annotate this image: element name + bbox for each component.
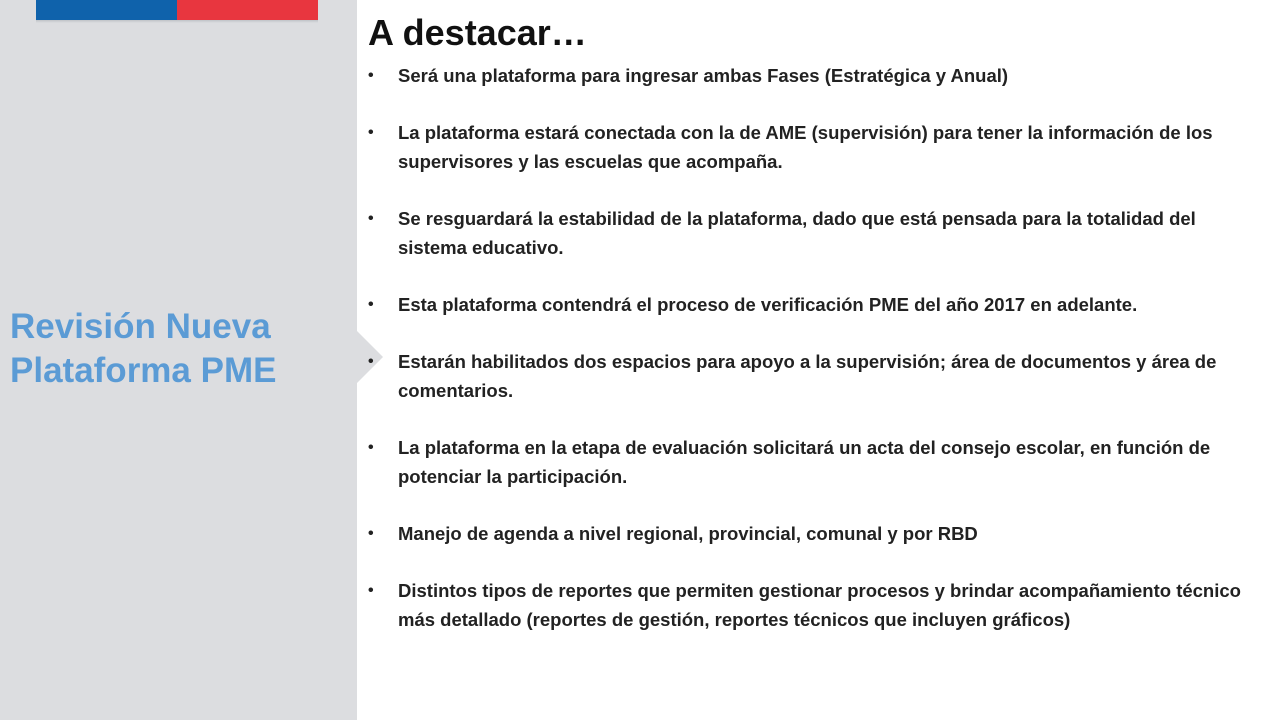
bullet-dot: • (368, 582, 374, 599)
section-title-line-2: Plataforma PME (10, 351, 277, 390)
bullet-dot: • (368, 210, 374, 227)
bullet-item-4 (368, 290, 1268, 319)
bullet-text: Manejo de agenda a nivel regional, provincial, comunal y por RBD (398, 523, 978, 544)
flag-stripe-blue (36, 0, 177, 20)
bullet-dot: • (368, 525, 374, 542)
flag-shadow (36, 20, 318, 23)
bullet-dot: • (368, 353, 374, 370)
bullet-list (368, 61, 1268, 634)
bullet-text: Distintos tipos de reportes que permiten gestionar procesos y brindar acompañamiento técnico más detallado (reportes de gestión, reportes técnicos que incluyen gráficos) (398, 580, 1241, 630)
bullet-item-3 (368, 204, 1268, 262)
section-title (10, 305, 350, 393)
page-title: A destacar… (368, 12, 587, 53)
flag-stripe-red (177, 0, 318, 20)
bullet-item-5 (368, 347, 1268, 405)
bullet-dot: • (368, 439, 374, 456)
sidebar-panel (0, 0, 357, 720)
bullet-text: Estarán habilitados dos espacios para apoyo a la supervisión; área de documentos y área de comentarios. (398, 351, 1217, 401)
section-title-line-1: Revisión Nueva (10, 307, 271, 346)
bullet-text: Esta plataforma contendrá el proceso de verificación PME del año 2017 en adelante. (398, 294, 1138, 315)
bullet-text: Será una plataforma para ingresar ambas Fases (Estratégica y Anual) (398, 65, 1009, 86)
bullet-item-1 (368, 61, 1268, 90)
bullet-text: Se resguardará la estabilidad de la plataforma, dado que está pensada para la totalidad del sistema educativo. (398, 208, 1196, 258)
bullet-dot: • (368, 67, 374, 84)
bullet-item-6 (368, 433, 1268, 491)
bullet-dot: • (368, 296, 374, 313)
bullet-text: La plataforma en la etapa de evaluación solicitará un acta del consejo escolar, en función de potenciar la participación. (398, 437, 1211, 487)
bullet-dot: • (368, 124, 374, 141)
bullet-item-2 (368, 118, 1268, 176)
bullet-text: La plataforma estará conectada con la de AME (supervisión) para tener la información de los supervisores y las escuelas que acompaña. (398, 122, 1213, 172)
bullet-item-8 (368, 576, 1268, 634)
bullet-item-7 (368, 519, 1268, 548)
